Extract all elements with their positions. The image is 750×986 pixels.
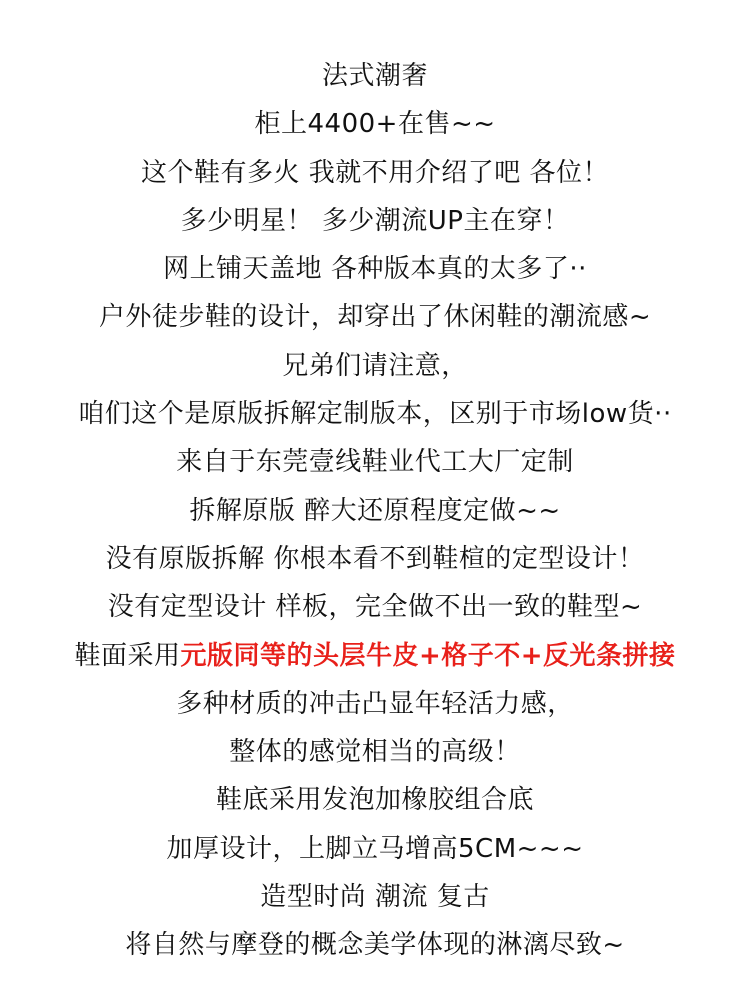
text-line-13-highlighted bbox=[0, 632, 750, 680]
product-description bbox=[0, 52, 750, 970]
highlight-line-red-text: 元版同等的头层牛皮+格子不+反光条拼接 bbox=[180, 640, 676, 671]
text-line-3: 这个鞋有多火 我就不用介绍了吧 各位！ bbox=[140, 157, 610, 188]
text-line-11: 没有原版拆解 你根本看不到鞋楦的定型设计！ bbox=[105, 543, 645, 574]
text-line-4: 多少明星！ 多少潮流UP主在穿！ bbox=[180, 205, 570, 236]
text-line-15: 整体的感觉相当的高级！ bbox=[229, 737, 521, 768]
text-line-7: 兄弟们请注意， bbox=[282, 350, 468, 381]
text-line-17: 加厚设计，上脚立马增高5CM~~~ bbox=[166, 833, 584, 864]
text-line-14: 多种材质的冲击凸显年轻活力感， bbox=[176, 688, 574, 719]
text-line-19: 将自然与摩登的概念美学体现的淋漓尽致~ bbox=[125, 930, 625, 961]
text-line-5: 网上铺天盖地 各种版本真的太多了·· bbox=[163, 254, 587, 285]
text-line-1: 法式潮奢 bbox=[321, 61, 428, 91]
text-line-2: 柜上4400+在售~~ bbox=[254, 109, 496, 140]
text-line-8: 咱们这个是原版拆解定制版本，区别于市场low货·· bbox=[78, 399, 672, 430]
text-line-10: 拆解原版 醉大还原程度定做~~ bbox=[189, 495, 561, 526]
text-line-16: 鞋底采用发泡加橡胶组合底 bbox=[215, 785, 534, 816]
text-line-6: 户外徒步鞋的设计，却穿出了休闲鞋的潮流感~ bbox=[98, 302, 652, 333]
highlight-line-prefix: 鞋面采用 bbox=[74, 640, 181, 671]
text-line-12: 没有定型设计 样板，完全做不出一致的鞋型~ bbox=[107, 592, 643, 623]
text-line-9: 来自于东莞壹线鞋业代工大厂定制 bbox=[176, 447, 574, 478]
text-line-18: 造型时尚 潮流 复古 bbox=[260, 882, 490, 913]
